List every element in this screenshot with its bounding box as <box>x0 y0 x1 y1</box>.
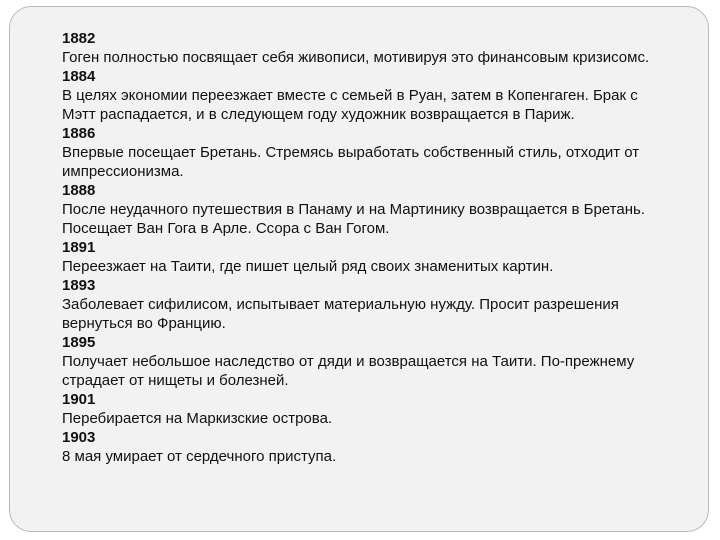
entry-year: 1884 <box>62 68 96 85</box>
entry-text: Перебирается на Маркизские острова. <box>62 410 333 427</box>
timeline-entry <box>62 181 652 238</box>
entry-year: 1886 <box>62 125 96 142</box>
entry-year: 1891 <box>62 239 96 256</box>
timeline-entry <box>62 428 652 466</box>
timeline-entry <box>62 333 652 390</box>
timeline-entry <box>62 124 652 181</box>
timeline-entry <box>62 29 652 67</box>
entry-text: Получает небольшое наследство от дяди и возвращается на Таити. По-прежнему страдает от нищеты и болезней. <box>62 353 635 389</box>
entry-year: 1895 <box>62 334 96 351</box>
timeline-entry <box>62 390 652 428</box>
timeline <box>62 29 652 466</box>
entry-text: 8 мая умирает от сердечного приступа. <box>62 448 337 465</box>
entry-text: После неудачного путешествия в Панаму и на Мартинику возвращается в Бретань. Посещает Ван Гога в Арле. Ссора с Ван Гогом. <box>62 201 645 237</box>
entry-text: Заболевает сифилисом, испытывает материальную нужду. Просит разрешения вернуться во Францию. <box>62 296 619 332</box>
entry-year: 1888 <box>62 182 96 199</box>
entry-text: Гоген полностью посвящает себя живописи, мотивируя это финансовым кризисомс. <box>62 49 650 66</box>
entry-text: В целях экономии переезжает вместе с семьей в Руан, затем в Копенгаген. Брак с Мэтт распадается, и в следующем году художник возвращается в Париж. <box>62 87 638 123</box>
timeline-entry <box>62 67 652 124</box>
entry-year: 1901 <box>62 391 96 408</box>
entry-text: Переезжает на Таити, где пишет целый ряд своих знаменитых картин. <box>62 258 554 275</box>
timeline-entry <box>62 276 652 333</box>
entry-year: 1893 <box>62 277 96 294</box>
entry-text: Впервые посещает Бретань. Стремясь выработать собственный стиль, отходит от импрессионизма. <box>62 144 640 180</box>
timeline-entry <box>62 238 652 276</box>
entry-year: 1882 <box>62 30 96 47</box>
entry-year: 1903 <box>62 429 96 446</box>
